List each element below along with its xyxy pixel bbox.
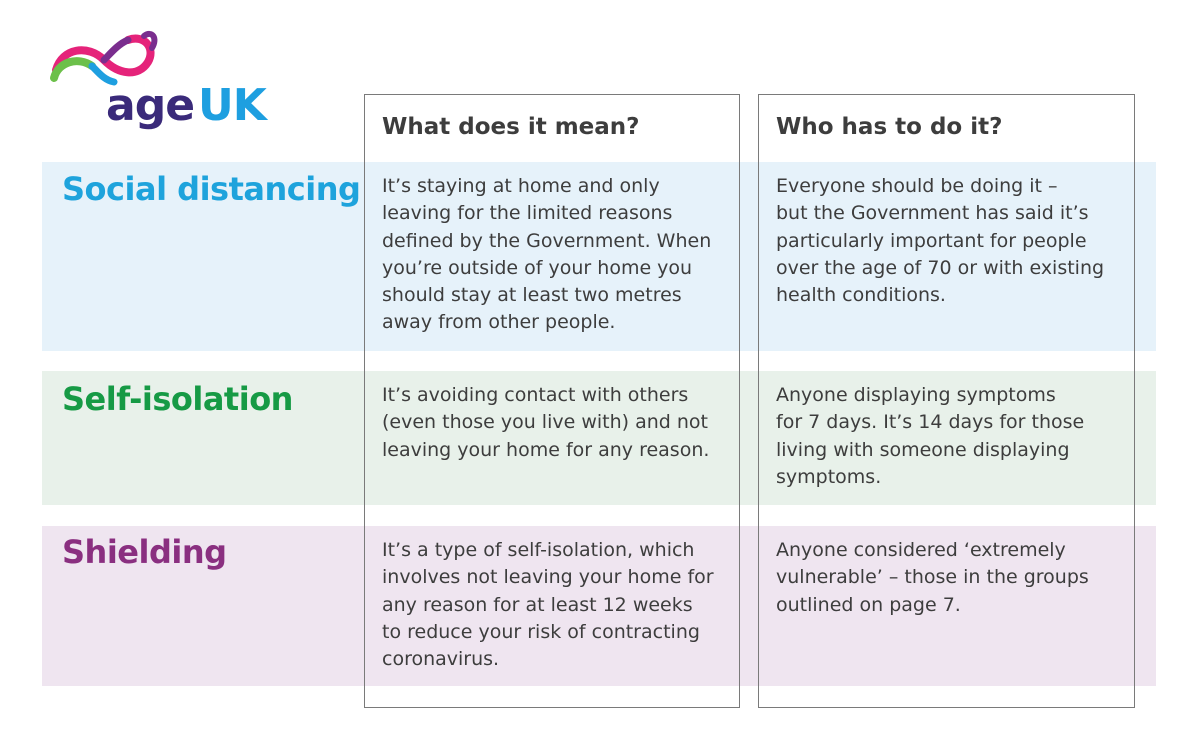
- text-line: Anyone considered ‘extremely: [776, 539, 1066, 561]
- text-line: Anyone displaying symptoms: [776, 384, 1056, 406]
- text-line: leaving for the limited reasons: [382, 202, 673, 225]
- text-line: particularly important for people: [776, 229, 1087, 252]
- age-uk-logo: [48, 26, 298, 136]
- text-line: outlined on page 7.: [776, 593, 961, 616]
- column-header-meaning: What does it mean?: [382, 114, 640, 140]
- text-line: (even those you live with) and not: [382, 411, 709, 434]
- text-line: but the Government has said it’s: [776, 202, 1089, 225]
- cell-social-distancing-who: [776, 173, 1121, 309]
- cell-self-isolation-meaning: [382, 382, 727, 464]
- text-line: for 7 days. It’s 14 days for those: [776, 411, 1085, 434]
- text-line: coronavirus.: [382, 648, 500, 671]
- row-title-shielding: Shielding: [62, 533, 227, 571]
- row-title-self-isolation: Self-isolation: [62, 380, 293, 418]
- text-line: Everyone should be doing it –: [776, 175, 1058, 197]
- text-line: over the age of 70 or with existing: [776, 256, 1105, 279]
- text-line: defined by the Government. When: [382, 229, 712, 252]
- cell-social-distancing-meaning: [382, 173, 727, 337]
- text-line: living with someone displaying: [776, 438, 1070, 461]
- text-line: should stay at least two metres: [382, 284, 682, 307]
- text-line: health conditions.: [776, 284, 946, 307]
- cell-self-isolation-who: [776, 382, 1121, 491]
- text-line: It’s staying at home and only: [382, 175, 660, 197]
- text-line: symptoms.: [776, 465, 882, 488]
- text-line: to reduce your risk of contracting: [382, 620, 700, 643]
- text-line: any reason for at least 12 weeks: [382, 593, 693, 616]
- text-line: It’s avoiding contact with others: [382, 384, 689, 406]
- cell-shielding-meaning: [382, 537, 727, 673]
- logo-wordmark: [106, 80, 266, 131]
- text-line: It’s a type of self-isolation, which: [382, 539, 695, 561]
- text-line: vulnerable’ – those in the groups: [776, 566, 1089, 589]
- text-line: away from other people.: [382, 311, 616, 334]
- logo-word-uk: UK: [198, 80, 266, 131]
- row-title-social-distancing: Social distancing: [62, 170, 361, 208]
- text-line: leaving your home for any reason.: [382, 438, 710, 461]
- text-line: involves not leaving your home for: [382, 566, 714, 589]
- column-header-who: Who has to do it?: [776, 114, 1003, 140]
- text-line: you’re outside of your home you: [382, 256, 693, 279]
- cell-shielding-who: [776, 537, 1121, 619]
- logo-word-age: age: [106, 80, 195, 131]
